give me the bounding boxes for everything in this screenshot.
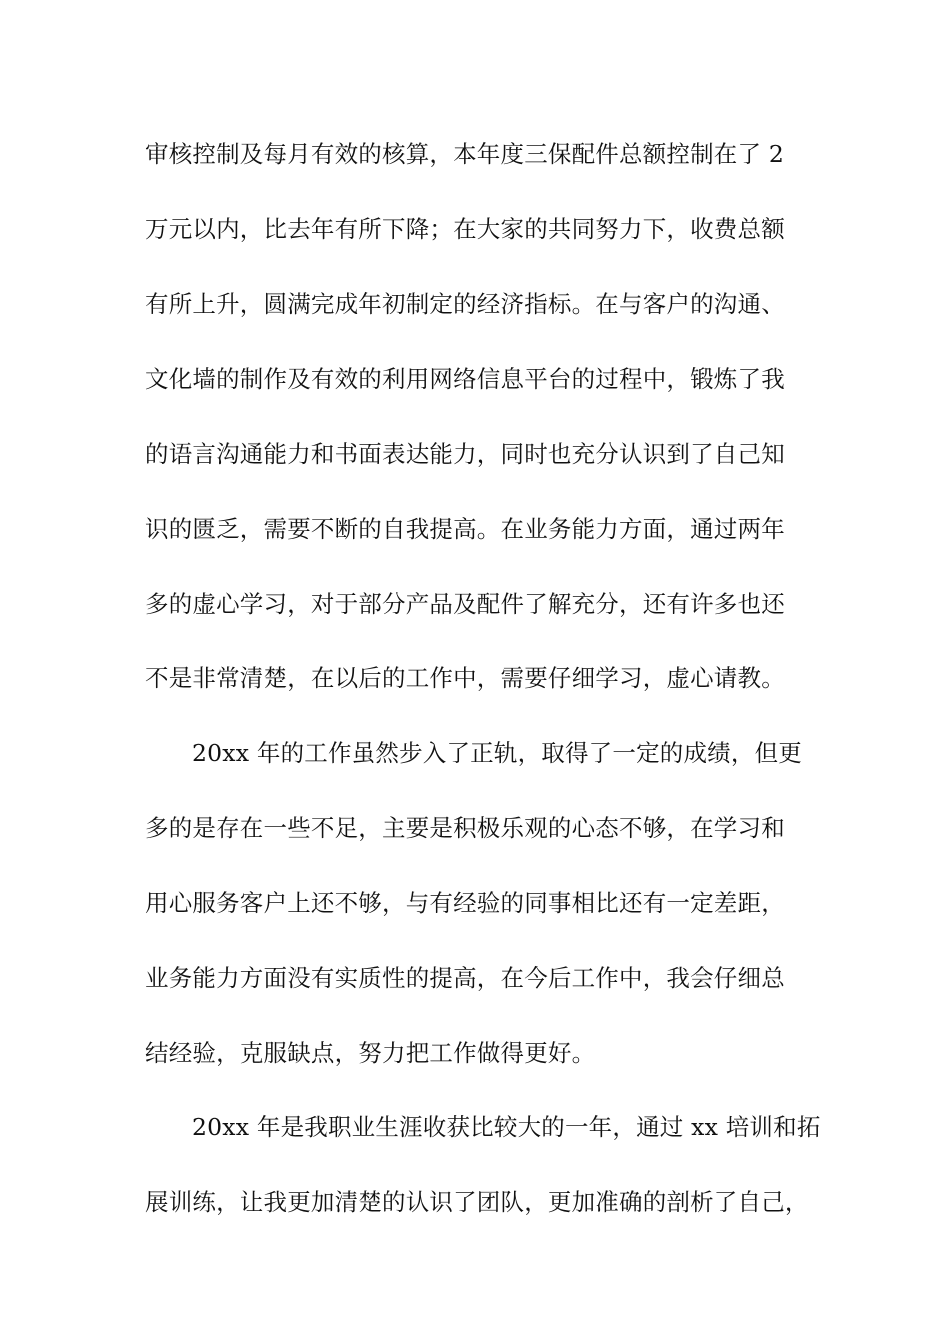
text-line: 识的匮乏，需要不断的自我提高。在业务能力方面，通过两年	[145, 515, 785, 543]
text-line: 万元以内，比去年有所下降；在大家的共同努力下，收费总额	[145, 215, 785, 243]
text-line: 多的虚心学习，对于部分产品及配件了解充分，还有许多也还	[145, 590, 785, 618]
text-line: 审核控制及每月有效的核算，本年度三保配件总额控制在了 2	[145, 140, 785, 168]
text-line: 业务能力方面没有实质性的提高，在今后工作中，我会仔细总	[145, 964, 785, 992]
paragraph-first-line: 20xx 年是我职业生涯收获比较大的一年，通过 xx 培训和拓	[192, 1113, 821, 1141]
text-line: 用心服务客户上还不够，与有经验的同事相比还有一定差距，	[145, 889, 785, 917]
text-line: 不是非常清楚，在以后的工作中，需要仔细学习，虚心请教。	[145, 664, 785, 692]
text-line: 文化墙的制作及有效的利用网络信息平台的过程中，锻炼了我	[145, 365, 785, 393]
text-line: 多的是存在一些不足，主要是积极乐观的心态不够，在学习和	[145, 814, 785, 842]
text-line: 的语言沟通能力和书面表达能力，同时也充分认识到了自己知	[145, 440, 785, 468]
text-line: 有所上升，圆满完成年初制定的经济指标。在与客户的沟通、	[145, 290, 785, 318]
text-line: 展训练，让我更加清楚的认识了团队，更加准确的剖析了自己，	[145, 1188, 809, 1216]
text-line: 结经验，克服缺点，努力把工作做得更好。	[145, 1039, 596, 1067]
paragraph-first-line: 20xx 年的工作虽然步入了正轨，取得了一定的成绩，但更	[192, 739, 802, 767]
